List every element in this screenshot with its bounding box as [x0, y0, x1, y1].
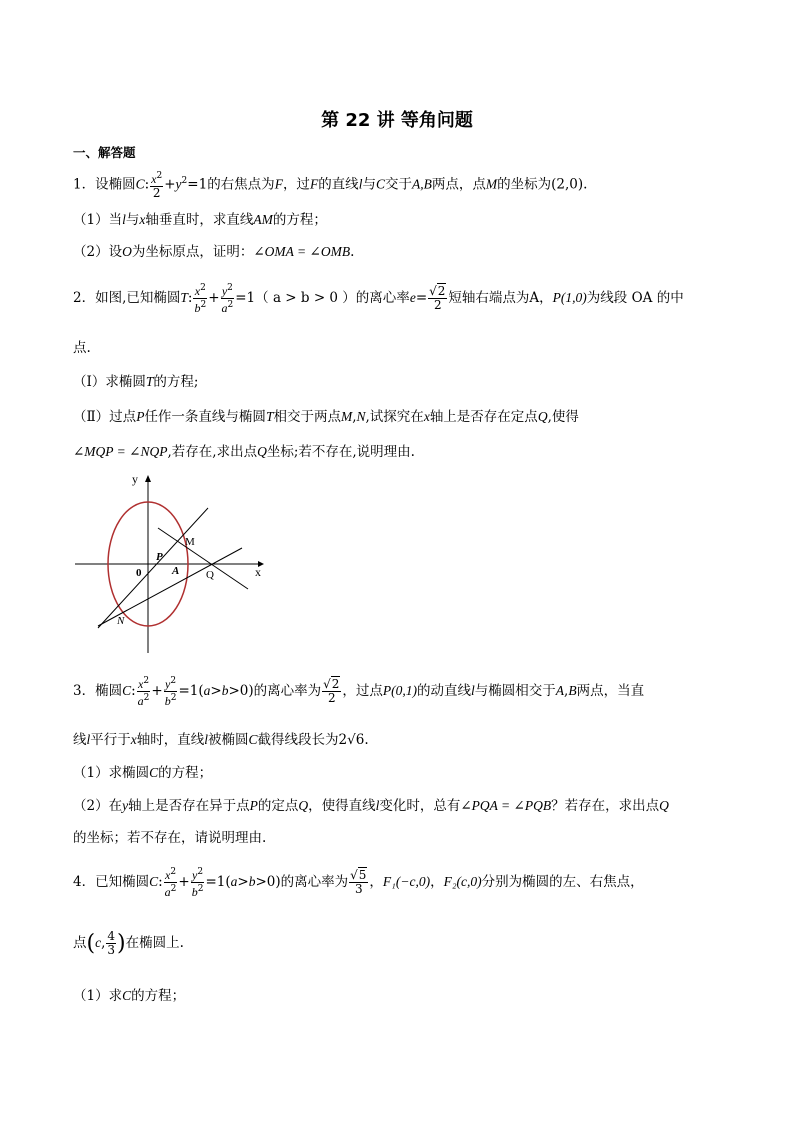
- text: 椭圆: [95, 683, 123, 699]
- text: 任作一条直线与椭圆: [144, 409, 266, 425]
- math-AB: A,B: [411, 176, 432, 192]
- text: 被椭圆: [208, 732, 249, 748]
- y-label: y: [132, 472, 138, 486]
- text: 坐标;若不存在,说明理由.: [266, 444, 415, 460]
- text: 的离心率为: [253, 683, 322, 699]
- problem-1-line-2: [73, 208, 327, 228]
- math-l: l: [358, 176, 363, 192]
- text: ,使得: [547, 409, 579, 425]
- fraction: $\frac{y^2}{b^2}$: [164, 676, 177, 708]
- text: .: [350, 244, 355, 260]
- text: ？若存在，求出点: [551, 798, 660, 814]
- text: 的方程；: [272, 212, 327, 228]
- text: 轴时，直线: [136, 732, 205, 748]
- text: 的动直线: [417, 683, 472, 699]
- text: ，过: [282, 176, 310, 193]
- text: （ a > b > 0 ）的离心率: [255, 290, 410, 306]
- text: 变化时，总有: [379, 798, 461, 814]
- text: （Ⅰ）求椭圆: [73, 374, 146, 390]
- math-C: C: [135, 176, 145, 192]
- math-l: l: [122, 212, 126, 227]
- line-qm: [158, 528, 248, 589]
- text: ，使得直线: [308, 798, 376, 814]
- fraction: $\frac{4}{3}$: [107, 929, 116, 957]
- math-length: 2√6: [338, 732, 365, 748]
- text: ，过点: [342, 683, 383, 699]
- text: .: [583, 176, 588, 193]
- problem-2-line-3: （Ⅰ）求椭圆T的方程;: [73, 374, 199, 390]
- text: 与椭圆相交于: [474, 683, 556, 699]
- text: 截得线段长为: [257, 732, 339, 748]
- text: 轴上是否存在定点: [429, 409, 538, 425]
- math-F: F: [274, 176, 283, 192]
- text: ，: [430, 874, 444, 890]
- problem-4-line-2: 点(c, $\frac{4}{3}$ )在椭圆上.: [73, 929, 184, 957]
- a-label: A: [172, 565, 180, 577]
- fraction: $\frac{x^2}{a^2}$: [137, 676, 150, 708]
- text: （2）设: [73, 244, 123, 260]
- problem-2-line-2: 点.: [73, 340, 91, 356]
- problem-3-line-1: 3．椭圆C: $\frac{x^2}{a^2}$ + $\frac{y^2}{b^2}$ =1(a>b>0)的离心率为 $\frac{√2}{2}$ ，过点P(0,1)的动直线l与椭圆相交于A,B两点，当直: [73, 676, 645, 708]
- ellipse-figure: [70, 468, 270, 658]
- math-P: P(1,0): [552, 290, 587, 305]
- fraction: $\frac{x^2}{b^2}$: [194, 283, 207, 315]
- m-label: M: [185, 536, 195, 548]
- math-M: M: [485, 176, 498, 192]
- problem-4-line-3: （1）求C的方程；: [73, 988, 186, 1004]
- text: （1）求: [73, 988, 123, 1004]
- text: 在椭圆上.: [125, 935, 184, 951]
- text: 短轴右端点为A，: [448, 290, 553, 306]
- text: （Ⅱ）过点: [73, 409, 137, 425]
- fraction: $\frac{y^2}{a^2}$: [221, 283, 234, 315]
- math-P: P(0,1): [382, 683, 418, 698]
- p-label: P: [156, 551, 163, 563]
- problem-number: 3．: [73, 683, 96, 699]
- problem-2-line-4: （Ⅱ）过点P任作一条直线与椭圆T相交于两点M,N,试探究在x轴上是否存在定点Q,使得: [73, 409, 579, 425]
- math-angle: ∠OMA = ∠OMB: [253, 244, 351, 259]
- problem-3-line-5: 的坐标；若不存在，请说明理由.: [73, 830, 267, 846]
- text: ，: [369, 874, 383, 890]
- text: 两点，当直: [576, 683, 645, 699]
- text: （2）在: [73, 798, 123, 814]
- text: ,若存在,求出点: [167, 444, 258, 460]
- text: 交于: [384, 176, 412, 193]
- text: （1）当: [73, 212, 123, 228]
- text: ,试探究在: [365, 409, 424, 425]
- fraction: $\frac{x^2}{a^2}$: [164, 867, 177, 899]
- text: 设椭圆: [95, 176, 136, 193]
- problem-3-line-4: （2）在y轴上是否存在异于点P的定点Q，使得直线l变化时，总有∠PQA = ∠PQB？若存在，求出点Q: [73, 798, 669, 814]
- section-heading: 一、解答题: [73, 145, 136, 160]
- text: 线: [73, 732, 87, 748]
- text: 的右焦点为: [207, 176, 275, 193]
- math-f2: F₂(c,0): [443, 874, 482, 889]
- text: 的直线: [318, 176, 359, 193]
- problem-1-line-1: 1．设椭圆C: $\frac{x^2}{2}$ $+y^2=1$的右焦点为F，过F的直线l与C交于A,B两点，点M的坐标为(2,0).: [73, 171, 588, 200]
- text: 为线段 OA 的中: [586, 290, 684, 306]
- problem-number: 1．: [73, 176, 96, 193]
- math-coord: (2,0): [551, 176, 584, 193]
- problem-3-line-3: （1）求椭圆C的方程；: [73, 765, 213, 781]
- fraction: $\frac{√2}{2}$: [429, 284, 446, 312]
- text: 轴上是否存在异于点: [128, 798, 250, 814]
- math-angle: ∠PQA = ∠PQB: [460, 798, 552, 813]
- text: 的方程；: [158, 765, 213, 781]
- y-axis-arrow: [145, 475, 151, 482]
- math-O: O: [122, 244, 132, 259]
- text: 如图,已知椭圆: [95, 290, 181, 306]
- problem-number: 2．: [73, 290, 96, 306]
- problem-4-line-1: 4．已知椭圆C: $\frac{x^2}{a^2}$ + $\frac{y^2}{b^2}$ =1(a>b>0)的离心率为 $\frac{√5}{3}$ ，F₁(−c,0)，F₂(c,0)分别为椭圆的左、右焦点，: [73, 867, 644, 899]
- problem-number: 4．: [73, 874, 96, 890]
- q-label: Q: [206, 569, 214, 581]
- text: 两点，点: [431, 176, 486, 193]
- n-label: N: [117, 615, 125, 627]
- text: 分别为椭圆的左、右焦点，: [481, 874, 644, 890]
- math-f1: F₁(−c,0): [382, 874, 431, 889]
- problem-2-line-5: ∠MQP = ∠NQP,若存在,求出点Q坐标;若不存在,说明理由.: [73, 444, 415, 460]
- text: （1）求椭圆: [73, 765, 150, 781]
- text: 与: [362, 176, 376, 193]
- fraction: $\frac{√5}{3}$: [350, 868, 367, 896]
- problem-3-line-2: 线l平行于x轴时，直线l被椭圆C截得线段长为2√6.: [73, 732, 369, 748]
- problem-2-line-1: 2．如图,已知椭圆T: $\frac{x^2}{b^2}$ + $\frac{y^2}{a^2}$ =1（ a > b > 0 ）的离心率e= $\frac{√2}{2}$ 短轴右端点为A，P(1,0)为线段 OA 的中: [73, 283, 684, 315]
- text: 已知椭圆: [95, 874, 150, 890]
- text: 相交于两点: [273, 409, 341, 425]
- origin-label: 0: [136, 567, 142, 579]
- math-angle: ∠MQP = ∠NQP: [73, 444, 168, 459]
- fraction: $\frac{√2}{2}$: [323, 677, 340, 705]
- line-through-m: [98, 508, 208, 628]
- page-title: 第 22 讲 等角问题: [321, 110, 473, 131]
- text: 的离心率为: [280, 874, 349, 890]
- fraction: $\frac{y^2}{b^2}$: [191, 867, 204, 899]
- text: 的方程；: [131, 988, 186, 1004]
- text: 的方程;: [153, 374, 199, 390]
- text: 轴垂直时，求直线: [145, 212, 254, 228]
- math-AM: AM: [253, 212, 273, 227]
- text: 点: [73, 935, 87, 951]
- text: 的坐标为: [497, 176, 552, 193]
- text: 为坐标原点，证明：: [131, 244, 254, 260]
- x-label: x: [255, 565, 261, 579]
- problem-1-line-3: [73, 240, 354, 260]
- text: 平行于: [90, 732, 131, 748]
- math-x: x: [139, 212, 146, 227]
- fraction: $\frac{x^2}{2}$: [151, 171, 163, 200]
- text: 的定点: [257, 798, 299, 814]
- text: 与: [125, 212, 140, 228]
